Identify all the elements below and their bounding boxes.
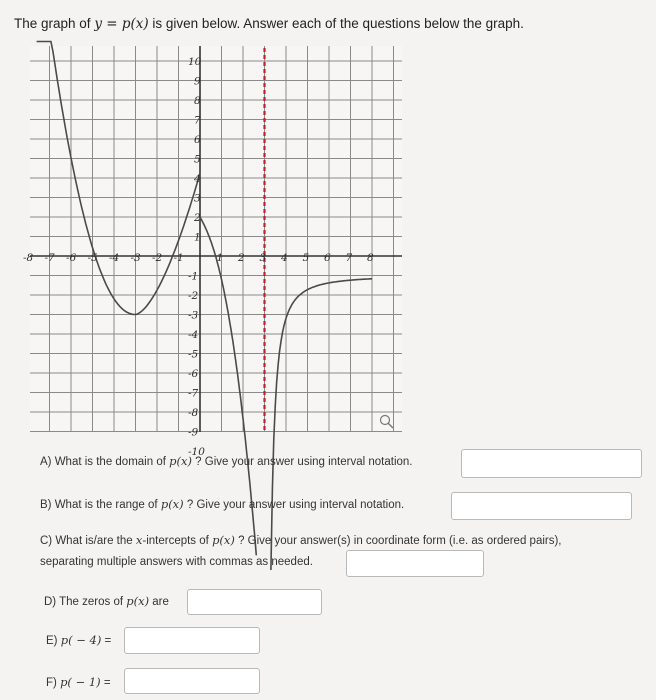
y-tick-label: 4: [194, 173, 201, 185]
y-tick-label: -10: [188, 446, 205, 458]
x-tick-label: 6: [324, 252, 331, 264]
y-tick-label: 1: [194, 231, 201, 244]
question-e: [46, 633, 111, 647]
question-a-post: ? Give your answer using interval notation.: [195, 456, 413, 468]
question-e-eq: =: [104, 635, 112, 647]
question-b: [40, 497, 404, 511]
x-tick-label: -2: [152, 252, 163, 264]
question-f-eq: =: [103, 677, 111, 689]
question-d: [44, 594, 169, 608]
question-f-label: F): [46, 677, 57, 689]
y-tick-label: 10: [188, 56, 202, 68]
x-tick-label: -4: [109, 252, 120, 264]
graph-background: [30, 46, 402, 432]
question-d-fn: p(x): [126, 594, 150, 608]
y-tick-label: 3: [194, 192, 201, 205]
question-c-post: ? Give your answer(s) in coordinate form (i.e. as ordered pairs),: [238, 535, 562, 547]
x-tick-label: -1: [173, 252, 184, 264]
domain-answer-input[interactable]: [461, 449, 642, 478]
x-tick-label: 7: [345, 252, 353, 264]
question-b-fn: p(x): [160, 497, 184, 511]
y-tick-label: -4: [188, 329, 199, 341]
p-neg4-answer-input[interactable]: [124, 627, 260, 654]
statement-prefix: The graph of: [14, 16, 91, 31]
y-tick-label: 5: [194, 153, 201, 166]
y-tick-label: 6: [194, 134, 201, 146]
x-tick-label: 1: [216, 252, 224, 264]
y-tick-label: -3: [188, 309, 199, 322]
question-a-pre: A) What is the domain of: [40, 456, 166, 468]
x-tick-label: 4: [281, 252, 288, 264]
function-expression: y = p(x): [94, 16, 149, 32]
x-intercepts-answer-input[interactable]: [346, 550, 484, 577]
x-tick-label: -6: [66, 252, 77, 264]
question-a-fn: p(x): [169, 454, 192, 468]
question-d-pre: D) The zeros of: [44, 596, 124, 608]
question-b-post: ? Give your answer using interval notation.: [186, 499, 405, 511]
question-c-mid: -intercepts of: [142, 535, 209, 547]
p-neg1-answer-input[interactable]: [124, 668, 260, 694]
y-tick-label: -6: [188, 368, 199, 380]
question-c-var: x: [135, 533, 143, 547]
question-f: [46, 675, 111, 689]
x-tick-label: 3: [259, 252, 267, 264]
question-c-fn: p(x): [212, 533, 235, 547]
zeros-answer-input[interactable]: [187, 589, 322, 615]
statement-suffix: is given below. Answer each of the questions below the graph.: [152, 16, 524, 31]
x-tick-label: 5: [302, 252, 310, 264]
question-c: [40, 533, 562, 547]
question-b-pre: B) What is the range of: [40, 499, 158, 511]
x-tick-label: 2: [238, 252, 245, 264]
x-tick-label: -5: [87, 252, 98, 264]
y-tick-label: -1: [188, 270, 199, 283]
range-answer-input[interactable]: [451, 492, 632, 520]
x-tick-label: -7: [44, 252, 55, 264]
y-tick-label: -2: [188, 290, 199, 302]
question-e-expr: p( − 4): [60, 633, 102, 647]
x-tick-label: -8: [23, 252, 34, 264]
x-tick-label: 8: [367, 252, 374, 264]
question-a: [40, 454, 413, 468]
y-tick-label: -5: [188, 348, 199, 361]
question-c-pre: C) What is/are the: [40, 535, 133, 547]
question-e-label: E): [46, 635, 58, 647]
y-tick-label: -9: [188, 426, 199, 439]
x-tick-label: -3: [130, 252, 141, 264]
y-tick-label: 7: [194, 114, 201, 127]
question-c-line2: separating multiple answers with commas as needed.: [40, 556, 313, 568]
question-f-expr: p( − 1): [60, 675, 101, 689]
question-d-post: are: [152, 596, 169, 608]
y-tick-label: 9: [194, 75, 201, 88]
y-tick-label: -7: [188, 387, 199, 400]
y-tick-label: -8: [188, 407, 199, 419]
y-tick-label: 8: [194, 95, 201, 107]
y-tick-label: 2: [194, 212, 201, 224]
